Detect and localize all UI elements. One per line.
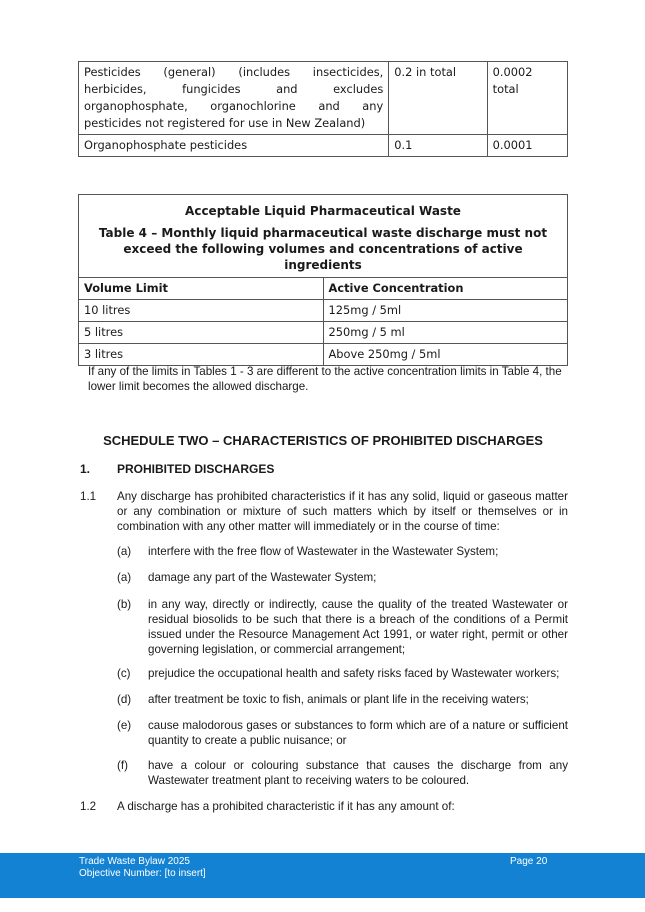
list-item-label: (e)	[117, 719, 132, 732]
table-row	[79, 62, 568, 135]
clause-text: A discharge has a prohibited characteristic if it has any amount of:	[117, 800, 455, 813]
list-item-text: prejudice the occupational health and safety risks faced by Wastewater workers;	[148, 667, 560, 680]
table-cell-value: 0.1	[389, 135, 487, 157]
list-item-text: damage any part of the Wastewater System;	[148, 571, 377, 584]
table-cell-concentration: Above 250mg / 5ml	[323, 344, 568, 366]
table-cell-volume: 3 litres	[79, 344, 324, 366]
table-title: Acceptable Liquid Pharmaceutical Waste	[185, 204, 461, 218]
list-item-text: have a colour or colouring substance that causes the discharge from any Wastewater treatment plant to receiving waters to be coloured.	[148, 759, 568, 787]
table-cell-value: 0.0002 total	[487, 62, 567, 135]
table-cell-substance: Pesticides (general) (includes insecticides, herbicides, fungicides and excludes organophosphate, organochlorine and any pesticides not registered for use in New Zealand)	[79, 62, 389, 135]
table-header-row	[79, 278, 568, 300]
table-row	[79, 300, 568, 322]
list-item-text: in any way, directly or indirectly, cause the quality of the treated Wastewater or residual biosolids to be such that there is a breach of the conditions of a Permit issued under the Resource Management Act 1991, or water right, permit or other governing legislation, or commercial arrangement;	[148, 598, 568, 656]
list-item-text: after treatment be toxic to fish, animals or plant life in the receiving waters;	[148, 693, 529, 706]
section-number: 1.	[80, 462, 91, 476]
table-cell-value: 0.2 in total	[389, 62, 487, 135]
table-cell-volume: 5 litres	[79, 322, 324, 344]
list-item-label: (b)	[117, 598, 132, 611]
schedule-heading: SCHEDULE TWO – CHARACTERISTICS OF PROHIBITED DISCHARGES	[103, 433, 543, 448]
table-cell-concentration: 125mg / 5ml	[323, 300, 568, 322]
column-header-concentration: Active Concentration	[323, 278, 568, 300]
clause-number: 1.1	[80, 490, 97, 503]
list-item-label: (c)	[117, 667, 131, 680]
limits-note: If any of the limits in Tables 1 - 3 are different to the active concentration limits in Table 4, the lower limit becomes the allowed discharge.	[88, 365, 562, 393]
page-footer	[0, 853, 645, 898]
list-item-label: (f)	[117, 759, 128, 772]
table-title-row	[79, 195, 568, 278]
list-item-label: (d)	[117, 693, 132, 706]
table-row	[79, 135, 568, 157]
footer-document-title: Trade Waste Bylaw 2025	[79, 856, 190, 867]
section-title: PROHIBITED DISCHARGES	[117, 462, 275, 476]
column-header-volume: Volume Limit	[79, 278, 324, 300]
table-cell-volume: 10 litres	[79, 300, 324, 322]
list-item-text: cause malodorous gases or substances to form which are of a nature or sufficient quantity to create a public nuisance; or	[148, 719, 568, 747]
clause-number: 1.2	[80, 800, 97, 813]
table-caption: Table 4 – Monthly liquid pharmaceutical waste discharge must not exceed the following volumes and concentrations of active ingredients	[98, 226, 548, 272]
footer-objective-number: Objective Number: [to insert]	[79, 868, 206, 879]
pharmaceutical-waste-table	[78, 194, 568, 366]
list-item-label: (a)	[117, 571, 132, 584]
list-item-text: interfere with the free flow of Wastewater in the Wastewater System;	[148, 545, 499, 558]
list-item-label: (a)	[117, 545, 132, 558]
footer-page-number: Page 20	[510, 856, 548, 867]
table-cell-substance: Organophosphate pesticides	[79, 135, 389, 157]
table-cell-concentration: 250mg / 5 ml	[323, 322, 568, 344]
table-cell-value: 0.0001	[487, 135, 567, 157]
table-row	[79, 322, 568, 344]
table-row	[79, 344, 568, 366]
contaminant-limits-table	[78, 61, 568, 157]
clause-text: Any discharge has prohibited characteristics if it has any solid, liquid or gaseous matter or any combination or mixture of such matters which by itself or themselves or in combination with any other matter will immediately or in the course of time:	[117, 490, 568, 533]
